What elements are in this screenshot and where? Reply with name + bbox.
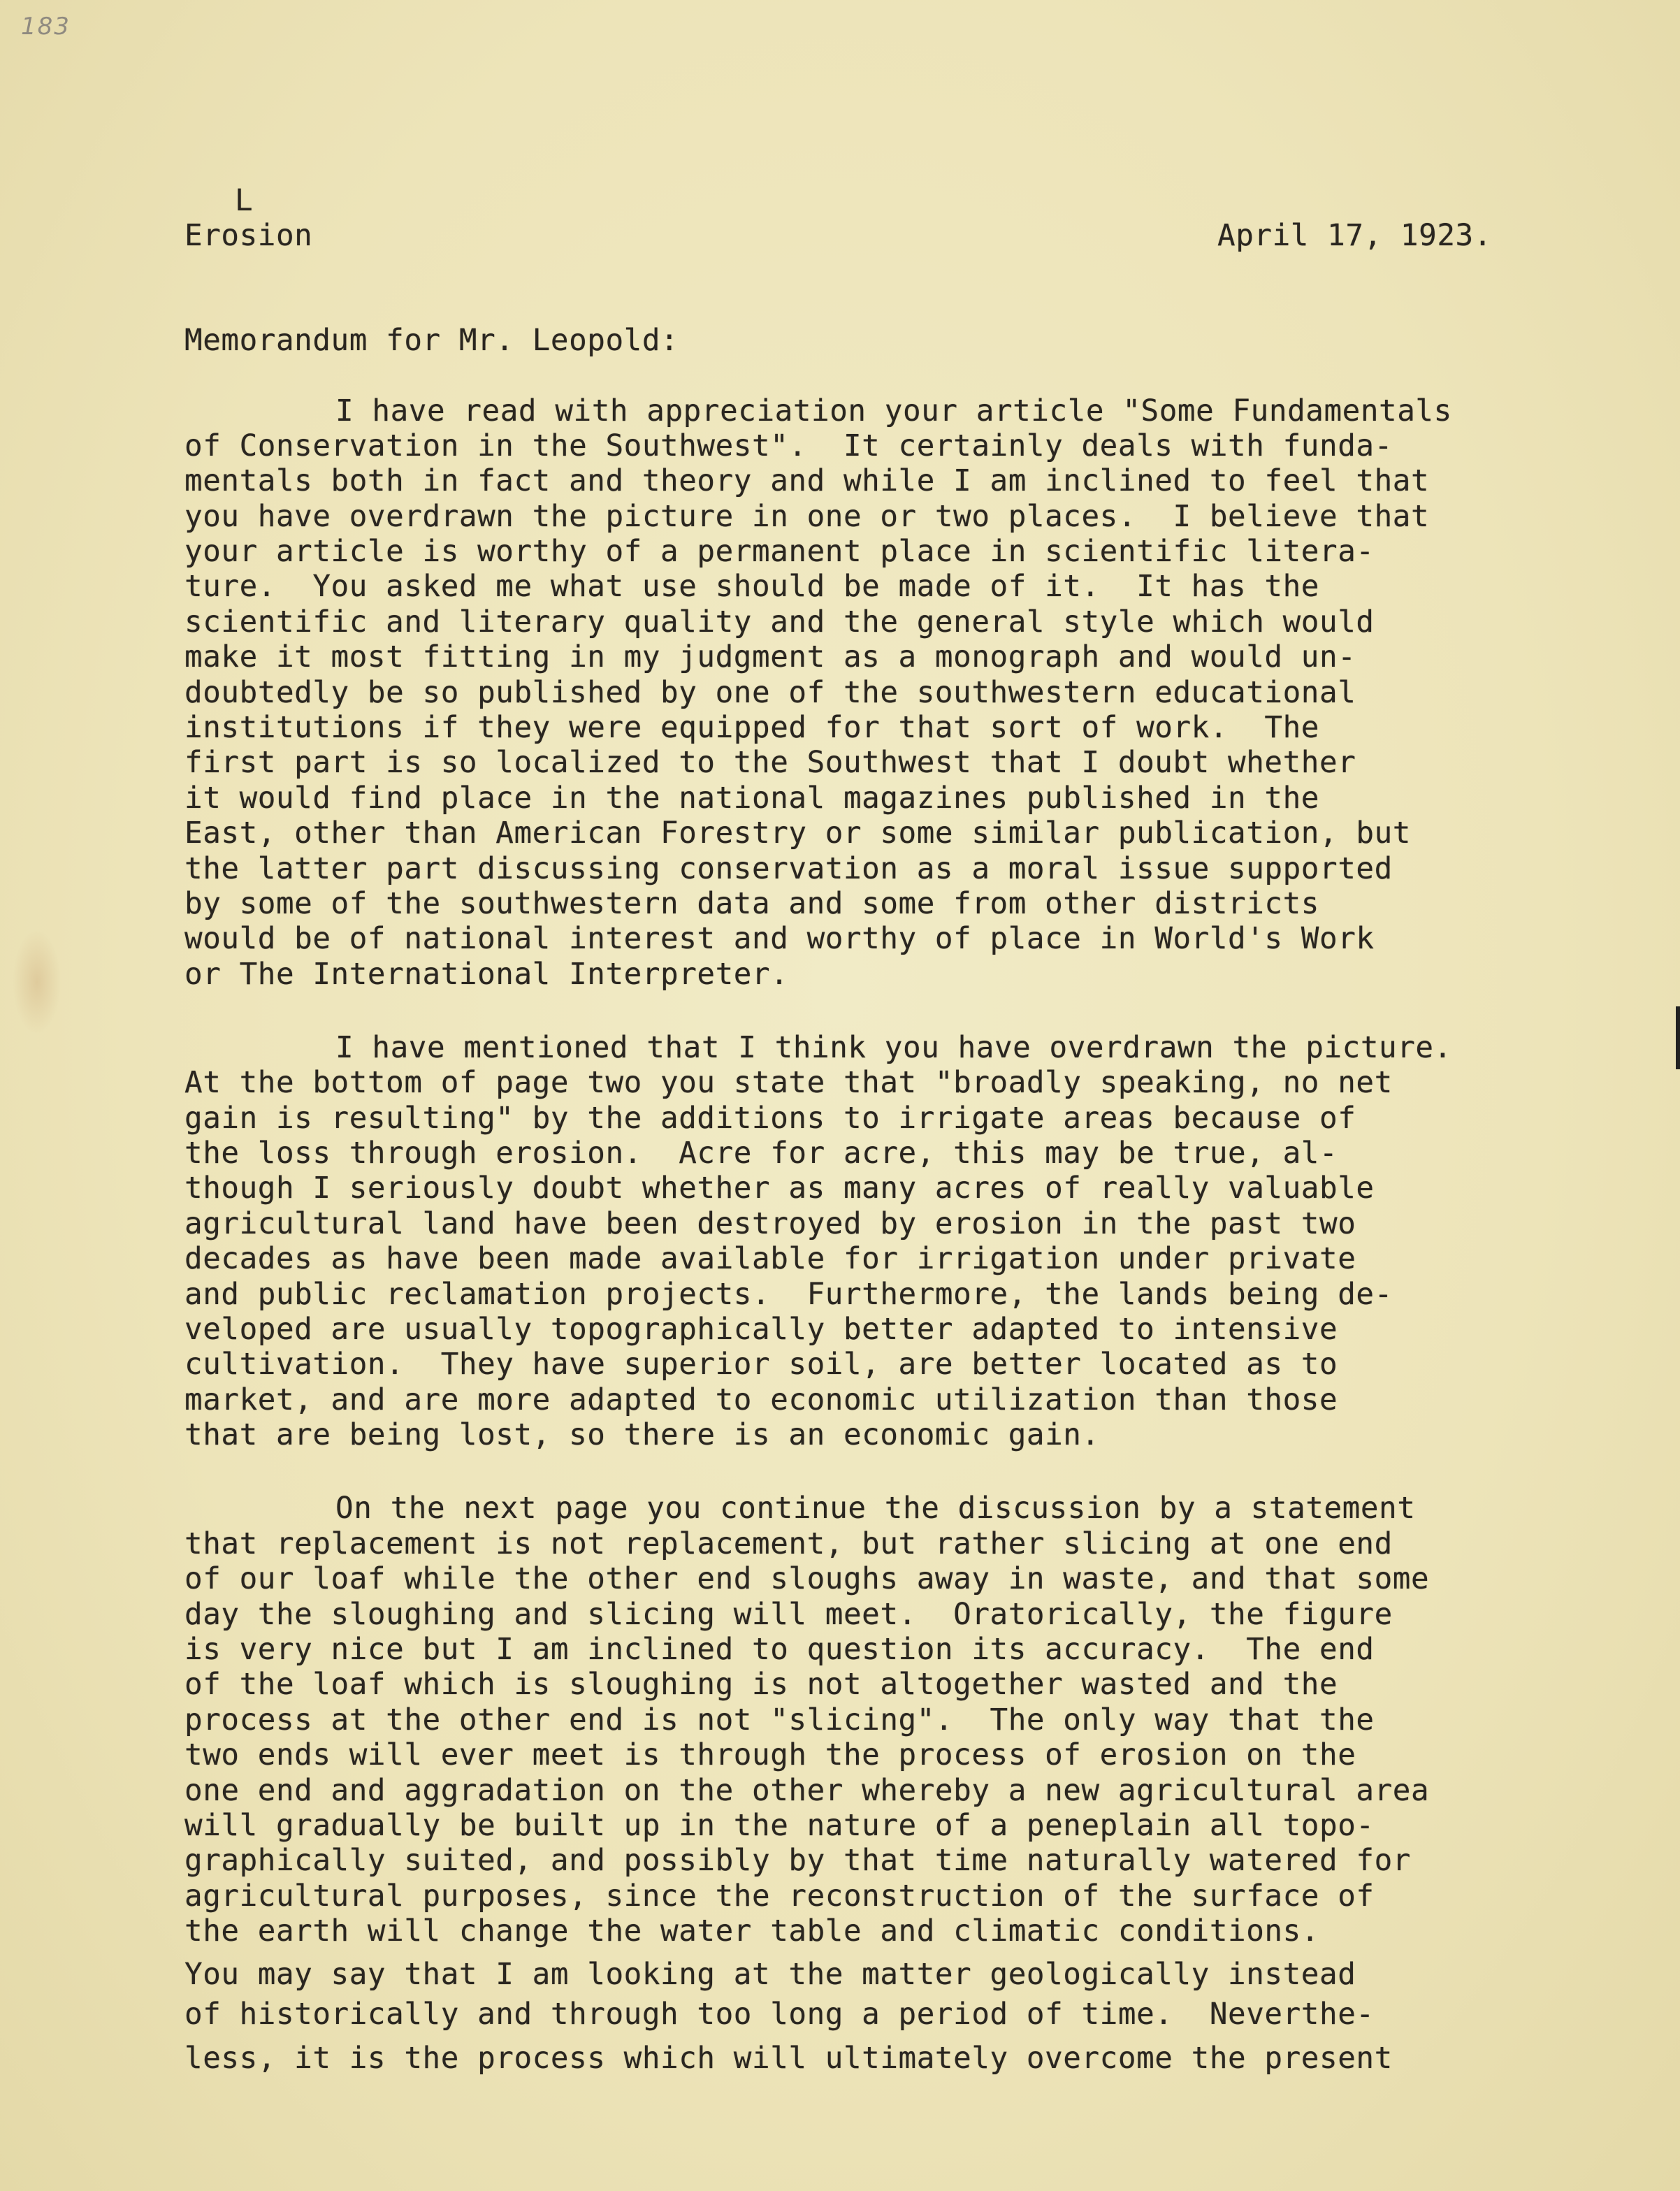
body-line: would be of national interest and worthy of place in World's Work [184,921,1375,956]
body-line: mentals both in fact and theory and while I am inclined to feel that [184,463,1430,498]
body-line: it would find place in the national magazines published in the [184,781,1320,816]
body-line: that are being lost, so there is an economic gain. [184,1417,1100,1452]
body-line: you have overdrawn the picture in one or two places. I believe that [184,499,1430,534]
body-line: the earth will change the water table and climatic conditions. [184,1914,1320,1948]
subject-line: Erosion [184,218,313,253]
body-line: agricultural land have been destroyed by erosion in the past two [184,1206,1356,1241]
body-line: of our loaf while the other end sloughs away in waste, and that some [184,1561,1430,1596]
body-line: graphically suited, and possibly by that time naturally watered for [184,1843,1411,1878]
body-line: doubtedly be so published by one of the southwestern educational [184,675,1356,710]
body-line: agricultural purposes, since the reconstruction of the surface of [184,1879,1375,1914]
body-line: by some of the southwestern data and some from other districts [184,886,1320,921]
body-line: or The International Interpreter. [184,957,789,992]
body-line: your article is worthy of a permanent place in scientific litera- [184,534,1375,569]
body-line: the loss through erosion. Acre for acre, this may be true, al- [184,1136,1338,1171]
body-line: less, it is the process which will ultimately overcome the present [184,2041,1393,2076]
body-line: veloped are usually topographically better adapted to intensive [184,1312,1338,1347]
body-line: the latter part discussing conservation as a moral issue supported [184,851,1393,886]
body-line: institutions if they were equipped for that sort of work. The [184,710,1320,745]
body-line: At the bottom of page two you state that "broadly speaking, no net [184,1065,1393,1100]
body-line: decades as have been made available for irrigation under private [184,1241,1356,1276]
body-line: I have read with appreciation your article "Some Fundamentals [335,393,1452,428]
body-line: East, other than American Forestry or some similar publication, but [184,816,1411,851]
body-line: gain is resulting" by the additions to irrigate areas because of [184,1101,1356,1136]
body-line: of Conservation in the Southwest". It certainly deals with funda- [184,428,1393,463]
body-line: ture. You asked me what use should be made of it. It has the [184,569,1320,604]
body-line: of the loaf which is sloughing is not altogether wasted and the [184,1667,1338,1702]
body-line: one end and aggradation on the other whereby a new agricultural area [184,1773,1430,1808]
body-line: make it most fitting in my judgment as a monograph and would un- [184,639,1356,674]
body-line: cultivation. They have superior soil, are better located as to [184,1347,1338,1382]
body-line: day the sloughing and slicing will meet. Oratorically, the figure [184,1597,1393,1632]
body-line: though I seriously doubt whether as many acres of really valuable [184,1171,1375,1206]
body-line: I have mentioned that I think you have overdrawn the picture. [335,1030,1452,1065]
edge-mark [1676,1006,1680,1069]
body-line: On the next page you continue the discussion by a statement [335,1491,1416,1526]
paper-stain [13,930,61,1034]
letter-date: April 17, 1923. [1217,218,1492,253]
body-line: is very nice but I am inclined to question its accuracy. The end [184,1632,1375,1667]
body-line: and public reclamation projects. Furthermore, the lands being de- [184,1277,1393,1312]
body-line: first part is so localized to the Southwest that I doubt whether [184,745,1356,780]
body-line: of historically and through too long a period of time. Neverthe- [184,1997,1375,2032]
body-line: market, and are more adapted to economic utilization than those [184,1382,1338,1417]
body-line: that replacement is not replacement, but rather slicing at one end [184,1526,1393,1561]
salutation: Memorandum for Mr. Leopold: [184,323,679,358]
body-line: will gradually be built up in the nature of a peneplain all topo- [184,1808,1375,1843]
body-line: two ends will ever meet is through the process of erosion on the [184,1737,1356,1772]
body-line: scientific and literary quality and the general style which would [184,605,1375,639]
file-letter: L [235,183,254,218]
body-line: process at the other end is not "slicing". The only way that the [184,1702,1375,1737]
archive-number: 183 [21,13,71,41]
body-line: You may say that I am looking at the matter geologically instead [184,1957,1356,1992]
